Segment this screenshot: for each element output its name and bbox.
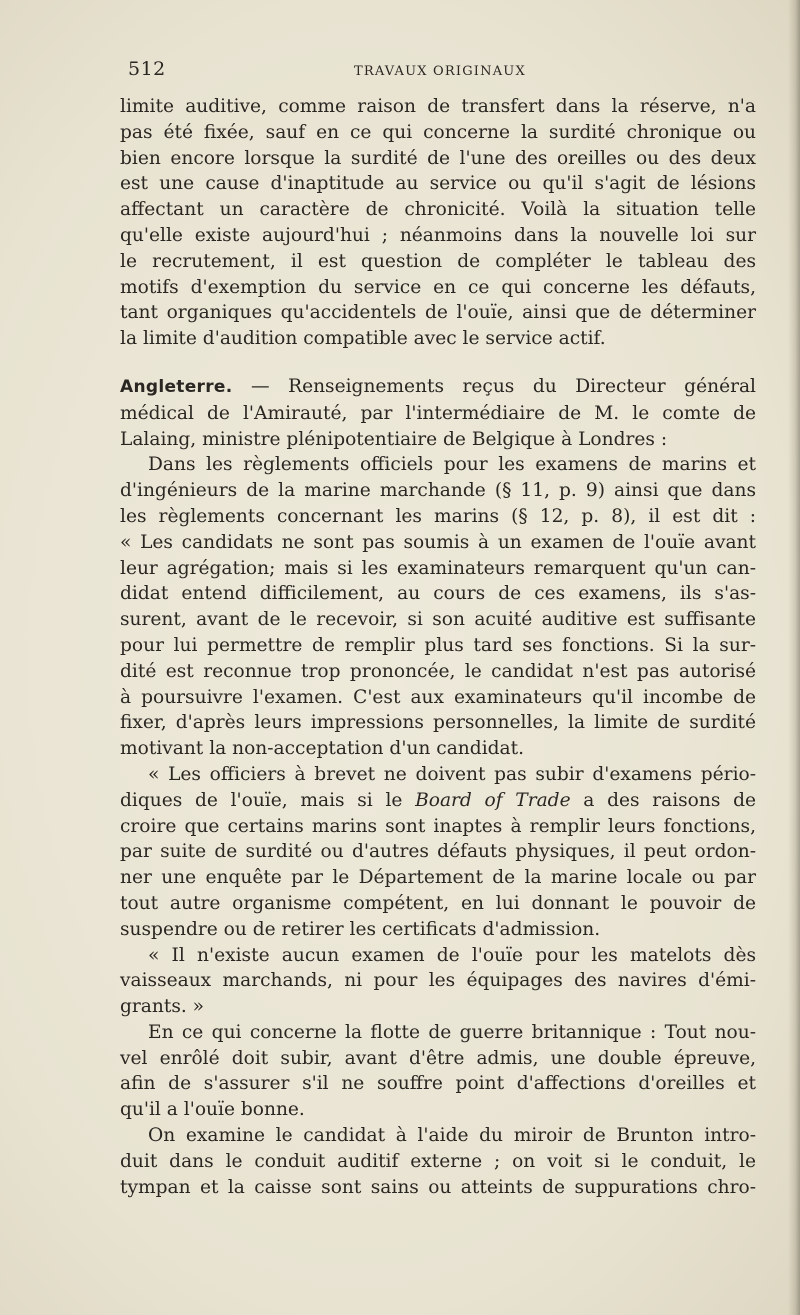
text-line: ner une enquête par le Département de la marine locale ou par <box>120 867 756 889</box>
text-line: qu'elle existe aujourd'hui ; néanmoins dans la nouvelle loi sur <box>120 224 756 246</box>
text-line: duit dans le conduit auditif externe ; on voit si le conduit, le <box>120 1150 756 1172</box>
text-line: tympan et la caisse sont sains ou atteints de suppurations chro- <box>120 1176 756 1198</box>
running-head: TRAVAUX ORIGINAUX <box>354 64 526 79</box>
text-line: pas été fixée, sauf en ce qui concerne la surdité chronique ou <box>120 121 756 143</box>
text-line: Dans les règlements officiels pour les examens de marins et <box>148 454 756 476</box>
text-line: les règlements concernant les marins (§ 12, p. 8), il est dit : <box>120 505 756 527</box>
paragraph-gap <box>120 352 756 374</box>
text-line: d'ingénieurs de la marine marchande (§ 11, p. 9) ainsi que dans <box>120 480 756 502</box>
text-line: la limite d'audition compatible avec le service actif. <box>120 328 606 350</box>
text-line: afin de s'assurer s'il ne souffre point d'affections d'oreilles et <box>120 1073 756 1095</box>
paragraph-officers <box>120 762 756 943</box>
text-line <box>120 374 756 401</box>
text-line: le recrutement, il est question de compléter le tableau des <box>120 250 756 272</box>
text-line: pour lui permettre de remplir plus tard ses fonctions. Si la sur- <box>120 634 756 656</box>
text-line: surent, avant de le recevoir, si son acuité auditive est suffisante <box>120 609 756 631</box>
board-of-trade-italic: Board of Trade <box>415 789 571 811</box>
text-line: « Les candidats ne sont pas soumis à un examen de l'ouïe avant <box>120 531 756 553</box>
text-line: En ce qui concerne la flotte de guerre britannique : Tout nou- <box>148 1021 756 1043</box>
text-line: tout autre organisme compétent, en lui donnant le pouvoir de <box>120 892 756 914</box>
text-run: a des raisons de <box>570 789 756 811</box>
text-line: croire que certains marins sont inaptes à remplir leurs fonctions, <box>120 815 756 837</box>
text-line: didat entend difficilement, au cours de ces examens, ils s'as- <box>120 583 756 605</box>
page-header <box>128 58 756 88</box>
text-line: tant organiques qu'accidentels de l'ouïe, ainsi que de déterminer <box>120 302 756 324</box>
text-line: leur agrégation; mais si les examinateurs remarquent qu'un can- <box>120 557 756 579</box>
text-run: diques de l'ouïe, mais si le <box>120 789 416 811</box>
text-line: vaisseaux marchands, ni pour les équipages des navires d'émi- <box>120 970 756 992</box>
text-line: qu'il a l'ouïe bonne. <box>120 1099 305 1121</box>
text-line: Lalaing, ministre plénipotentiaire de Belgique à Londres : <box>120 428 668 450</box>
text-line: fixer, d'après leurs impressions personnelles, la limite de surdité <box>120 712 756 734</box>
text-line: limite auditive, comme raison de transfert dans la réserve, n'a <box>120 96 756 117</box>
text-line: bien encore lorsque la surdité de l'une des oreilles ou des deux <box>120 147 756 169</box>
text-line <box>120 788 756 814</box>
text-line: motivant la non-acceptation d'un candidat. <box>120 738 525 760</box>
paragraph-war-fleet <box>120 1020 756 1123</box>
paragraph-no-exam <box>120 943 756 1020</box>
paragraph-england-intro <box>120 374 756 452</box>
text-line: médical de l'Amirauté, par l'intermédiaire de M. le comte de <box>120 402 756 424</box>
text-line: dité est reconnue trop prononcée, le candidat n'est pas autorisé <box>120 660 756 682</box>
text-line: motifs d'exemption du service en ce qui concerne les défauts, <box>120 276 756 298</box>
text-line: « Les officiers à brevet ne doivent pas subir d'examens pério- <box>148 763 756 785</box>
text-line: à poursuivre l'examen. C'est aux examinateurs qu'il incombe de <box>120 686 756 708</box>
paragraph-brunton-mirror <box>120 1123 756 1200</box>
page-edge-shadow <box>788 0 800 1315</box>
text-run: — Renseignements reçus du Directeur général <box>232 375 756 397</box>
text-line: On examine le candidat à l'aide du miroir de Brunton intro- <box>148 1125 756 1147</box>
paragraph-belgium-continued <box>120 94 756 352</box>
text-line: est une cause d'inaptitude au service ou qu'il s'agit de lésions <box>120 173 756 195</box>
text-line: grants. » <box>120 996 205 1018</box>
body-text <box>120 94 756 1200</box>
text-line: affectant un caractère de chronicité. Voilà la situation telle <box>120 199 756 221</box>
country-heading: Angleterre. <box>120 376 233 397</box>
text-line: par suite de surdité ou d'autres défauts physiques, il peut ordon- <box>120 841 756 863</box>
text-line: « Il n'existe aucun examen de l'ouïe pour les matelots dès <box>148 944 756 966</box>
text-line: vel enrôlé doit subir, avant d'être admis, une double épreuve, <box>120 1047 756 1069</box>
page-number: 512 <box>128 58 166 80</box>
text-line: suspendre ou de retirer les certificats d'admission. <box>120 918 601 940</box>
paragraph-merchant-regulations <box>120 452 756 762</box>
